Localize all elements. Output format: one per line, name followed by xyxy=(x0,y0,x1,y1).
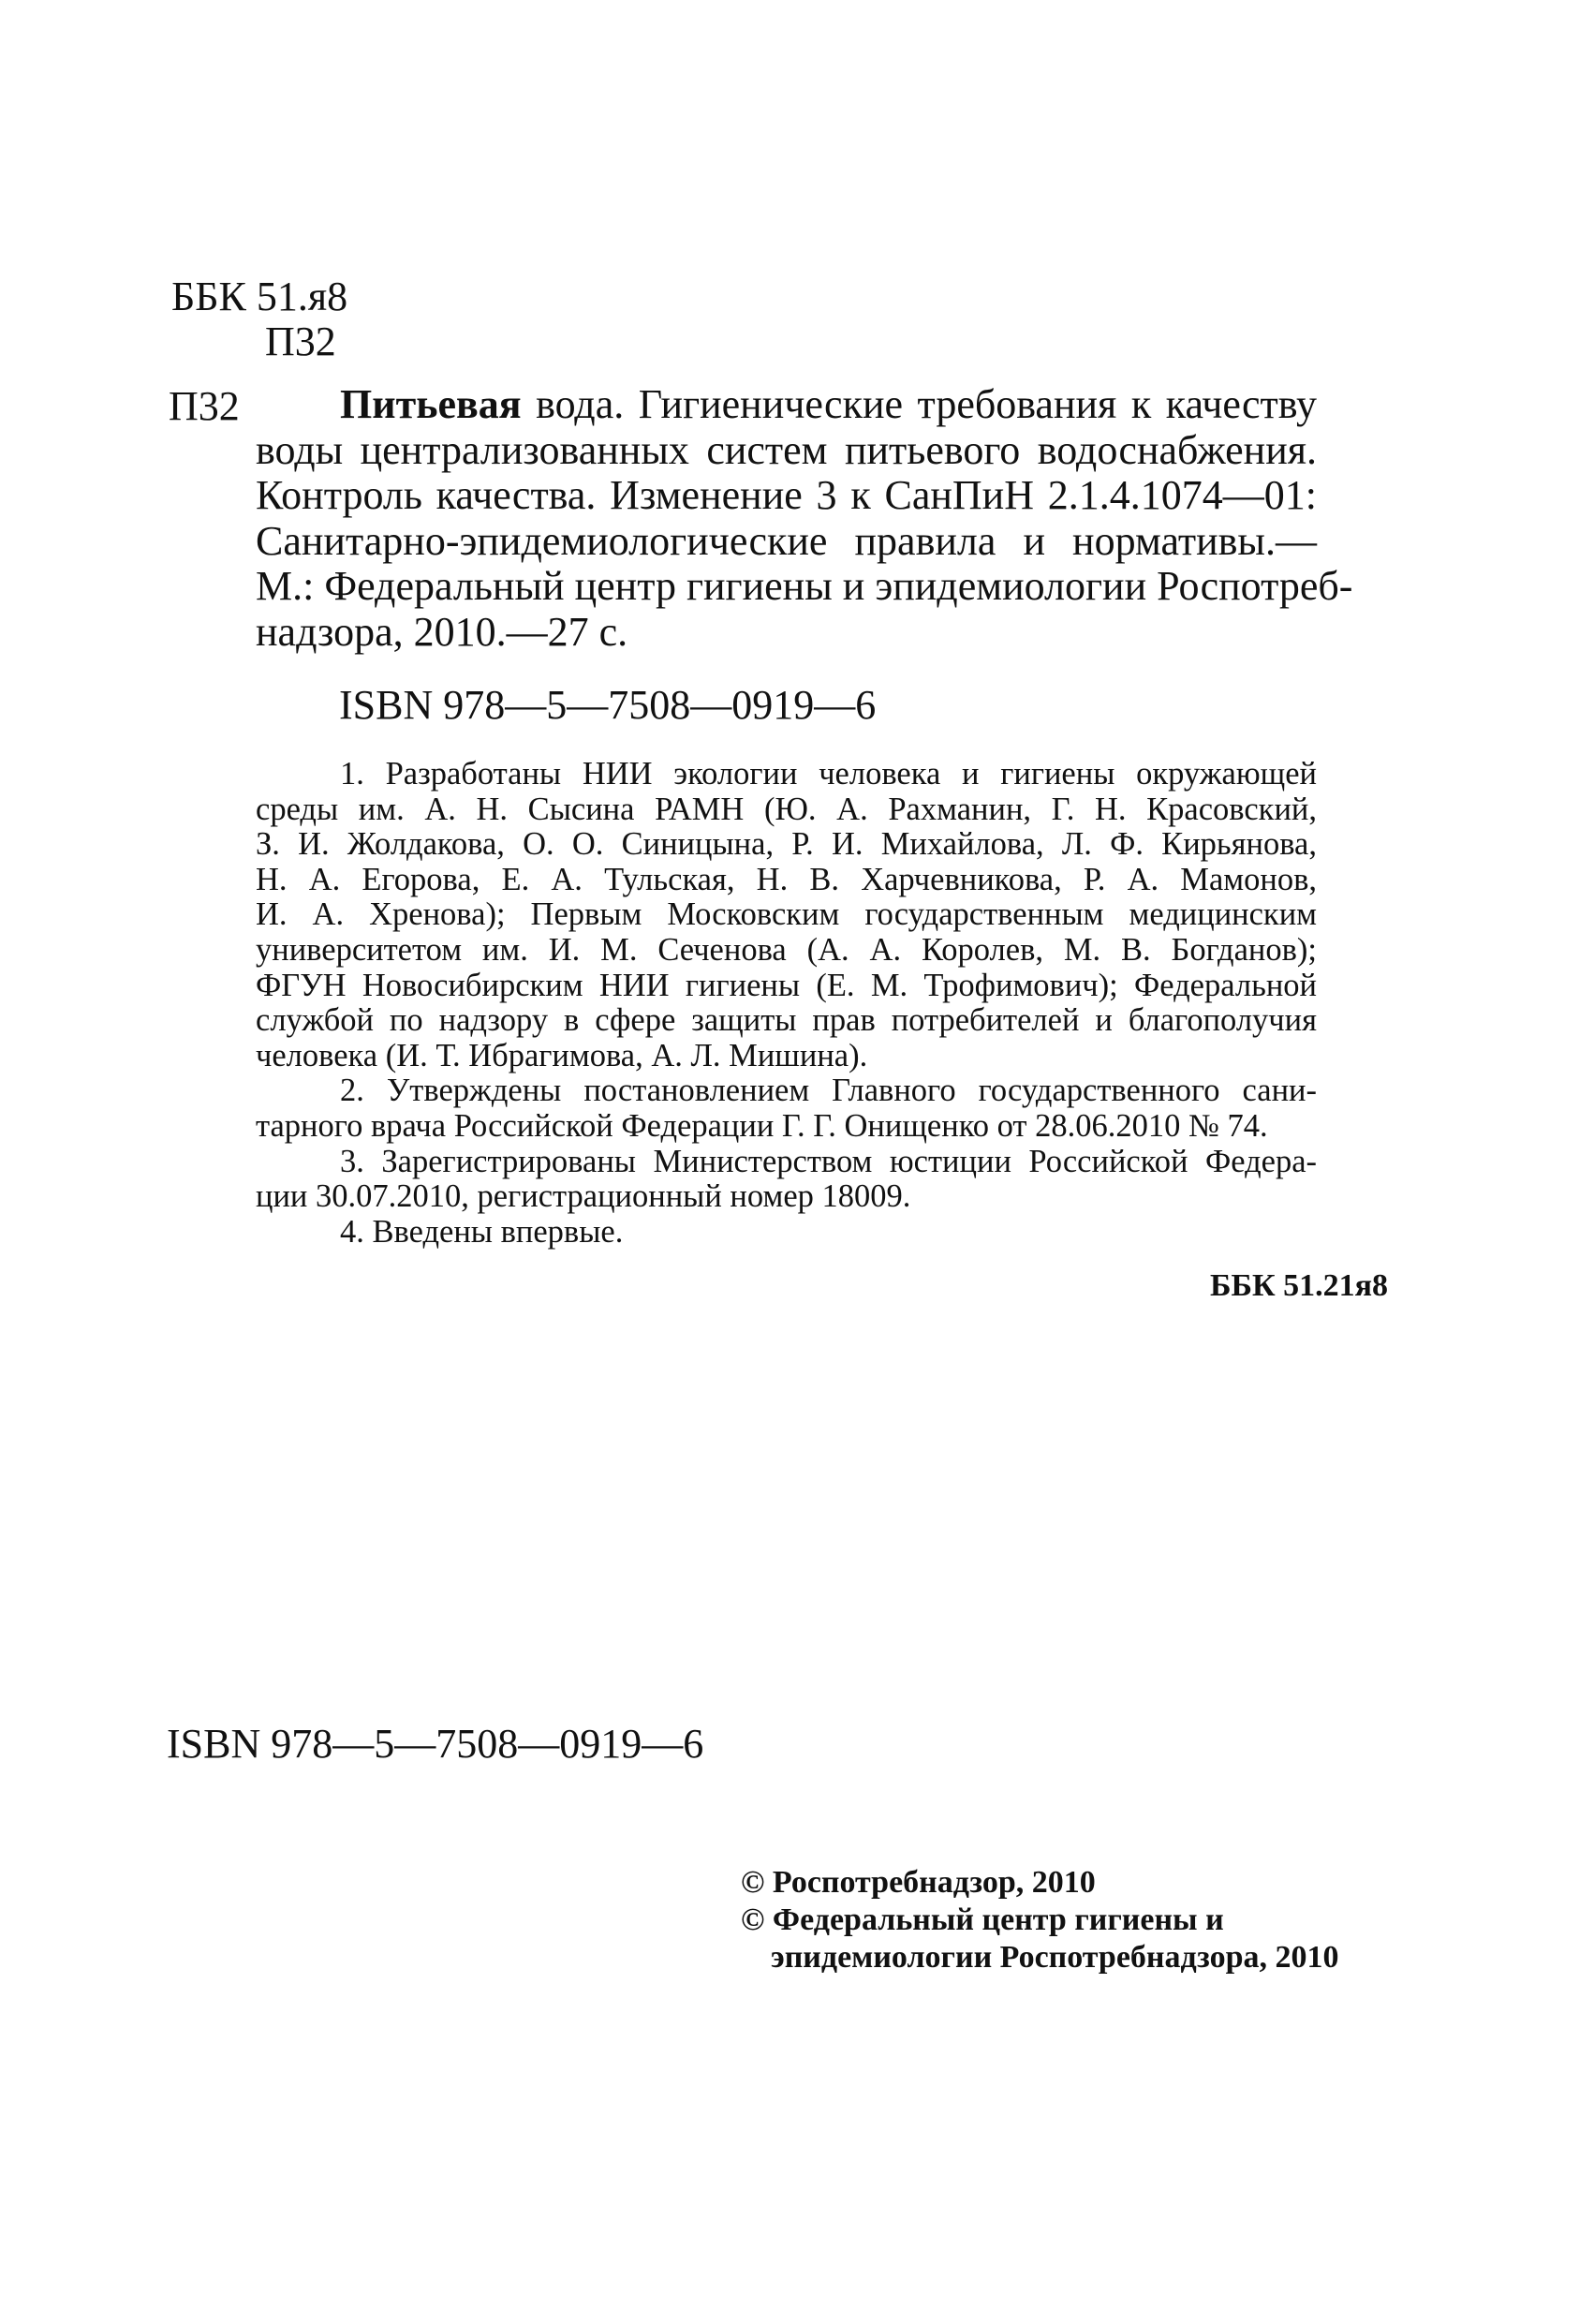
note-line: человека (И. Т. Ибрагимова, А. Л. Мишина). xyxy=(256,1037,868,1073)
isbn: ISBN 978—5—7508—0919—6 xyxy=(339,682,877,728)
author-mark-margin: П32 xyxy=(169,383,240,429)
note-line: службой по надзору в сфере защиты прав потребителей и благополучия xyxy=(256,1002,1317,1039)
copyright-block xyxy=(741,1864,1339,1976)
note-line: тарного врача Российской Федерации Г. Г. Онищенко от 28.06.2010 № 74. xyxy=(256,1107,1268,1144)
copyright-line: © Федеральный центр гигиены и xyxy=(741,1902,1224,1937)
copyright-line: © Роспотребнадзор, 2010 xyxy=(741,1865,1096,1900)
note-line: ции 30.07.2010, регистрационный номер 18009. xyxy=(256,1178,911,1215)
entry-line xyxy=(256,382,1317,428)
entry-title: Питьевая xyxy=(340,381,522,427)
copyright-line: эпидемиологии Роспотребнадзора, 2010 xyxy=(771,1940,1339,1975)
entry-title-rest: вода. Гигиенические требования к качеству xyxy=(521,381,1317,427)
note-line: З. И. Жолдакова, О. О. Синицына, Р. И. Михайлова, Л. Ф. Кирьянова, xyxy=(256,826,1317,863)
note-line: среды им. А. Н. Сысина РАМН (Ю. А. Рахманин, Г. Н. Красовский, xyxy=(256,791,1317,827)
note-line: ФГУН Новосибирским НИИ гигиены (Е. М. Трофимович); Федеральной xyxy=(256,967,1317,1003)
note-line: Н. А. Егорова, Е. А. Тульская, Н. В. Харчевникова, Р. А. Мамонов, xyxy=(256,861,1317,897)
entry-line: Санитарно-эпидемиологические правила и нормативы.— xyxy=(256,517,1317,564)
entry-line: надзора, 2010.—27 с. xyxy=(256,608,628,655)
entry-line: Контроль качества. Изменение 3 к СанПиН 2.1.4.1074—01: xyxy=(256,472,1317,518)
author-mark: П32 xyxy=(265,318,336,364)
note-line: И. А. Хренова); Первым Московским государственным медицинским xyxy=(256,896,1317,933)
note-line: 2. Утверждены постановлением Главного государственного сани- xyxy=(340,1073,1317,1109)
note-line: университетом им. И. М. Сеченова (А. А. Королев, М. В. Богданов); xyxy=(256,931,1317,968)
publication-notes xyxy=(256,757,1317,1250)
note-line: 4. Введены впервые. xyxy=(340,1213,624,1250)
entry-line: воды централизованных систем питьевого водоснабжения. xyxy=(256,426,1317,473)
bibliographic-entry xyxy=(256,381,1353,655)
entry-line: М.: Федеральный центр гигиены и эпидемиологии Роспотреб- xyxy=(256,563,1353,609)
note-line: 1. Разработаны НИИ экологии человека и гигиены окружающей xyxy=(340,756,1317,792)
bbk-index-full: ББК 51.21я8 xyxy=(1209,1268,1388,1303)
isbn-bottom: ISBN 978—5—7508—0919—6 xyxy=(167,1721,704,1767)
note-line: 3. Зарегистрированы Министерством юстиции Российской Федера- xyxy=(340,1143,1317,1179)
bbk-index: ББК 51.я8 xyxy=(171,274,348,319)
